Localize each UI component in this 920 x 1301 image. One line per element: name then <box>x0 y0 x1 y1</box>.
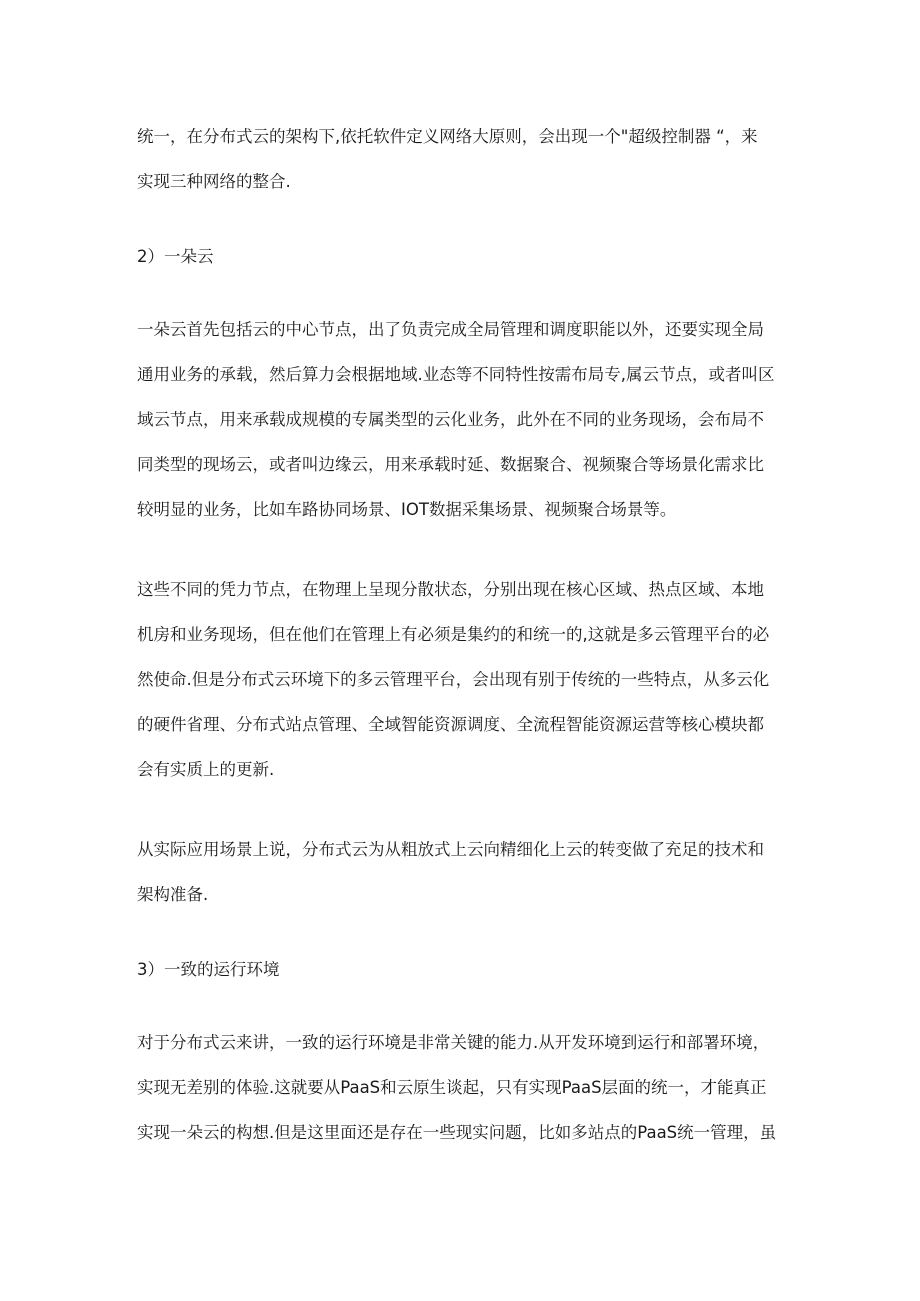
text-line: 的硬件省理、分布式站点管理、全域智能资源调度、全流程智能资源运营等核心模块都 <box>137 715 764 734</box>
heading-text: 2）一朵云 <box>137 247 214 266</box>
text-line: 实现一朵云的构想.但是这里面还是存在一些现实问题，比如多站点的PaaS统一管理，虽 <box>137 1123 777 1142</box>
section-heading-one-cloud <box>137 234 787 279</box>
section-heading-consistent-runtime <box>137 947 787 992</box>
text-line: 实现无差别的体验.这就要从PaaS和云原生谈起，只有实现PaaS层面的统一，才能真正 <box>137 1078 767 1097</box>
text-line: 这些不同的凭力节点，在物理上呈现分散状态，分别出现在核心区域、热点区域、本地 <box>137 580 764 599</box>
text-line: 统一，在分布式云的架构下,依托软件定义网络大原则，会出现一个"超级控制器 “，来 <box>137 127 758 146</box>
text-line: 架构准备. <box>137 885 209 904</box>
heading-text: 3）一致的运行环境 <box>137 960 280 979</box>
text-line: 同类型的现场云，或者叫边缘云，用来承载时延、数据聚合、视频聚合等场景化需求比 <box>137 455 764 474</box>
text-line: 对于分布式云来讲，一致的运行环境是非常关键的能力.从开发环境到运行和部署环境， <box>137 1033 770 1052</box>
paragraph-network-integration <box>137 114 787 204</box>
text-line: 通用业务的承载，然后算力会根据地域.业态等不同特性按需布局专,属云节点，或者叫区 <box>137 365 775 384</box>
text-line: 机房和业务现场，但在他们在管理上有必须是集约的和统一的,这就是多云管理平台的必 <box>137 625 770 644</box>
paragraph-one-cloud <box>137 307 787 532</box>
text-line: 会有实质上的更新. <box>137 760 275 779</box>
text-line: 一朵云首先包括云的中心节点，出了负责完成全局管理和调度职能以外，还要实现全局 <box>137 320 764 339</box>
text-line: 实现三种网络的整合. <box>137 172 291 191</box>
text-line: 从实际应用场景上说，分布式云为从粗放式上云向精细化上云的转变做了充足的技术和 <box>137 840 764 859</box>
paragraph-application-scenarios <box>137 827 787 917</box>
paragraph-consistent-runtime <box>137 1020 787 1155</box>
text-line: 域云节点，用来承载成规模的专属类型的云化业务，此外在不同的业务现场，会布局不 <box>137 410 764 429</box>
text-line: 然使命.但是分布式云环境下的多云管理平台，会出现有别于传统的一些特点，从多云化 <box>137 670 770 689</box>
text-line: 较明显的业务，比如车路协同场景、IOT数据采集场景、视频聚合场景等。 <box>137 500 677 519</box>
paragraph-multi-cloud-management <box>137 567 787 792</box>
